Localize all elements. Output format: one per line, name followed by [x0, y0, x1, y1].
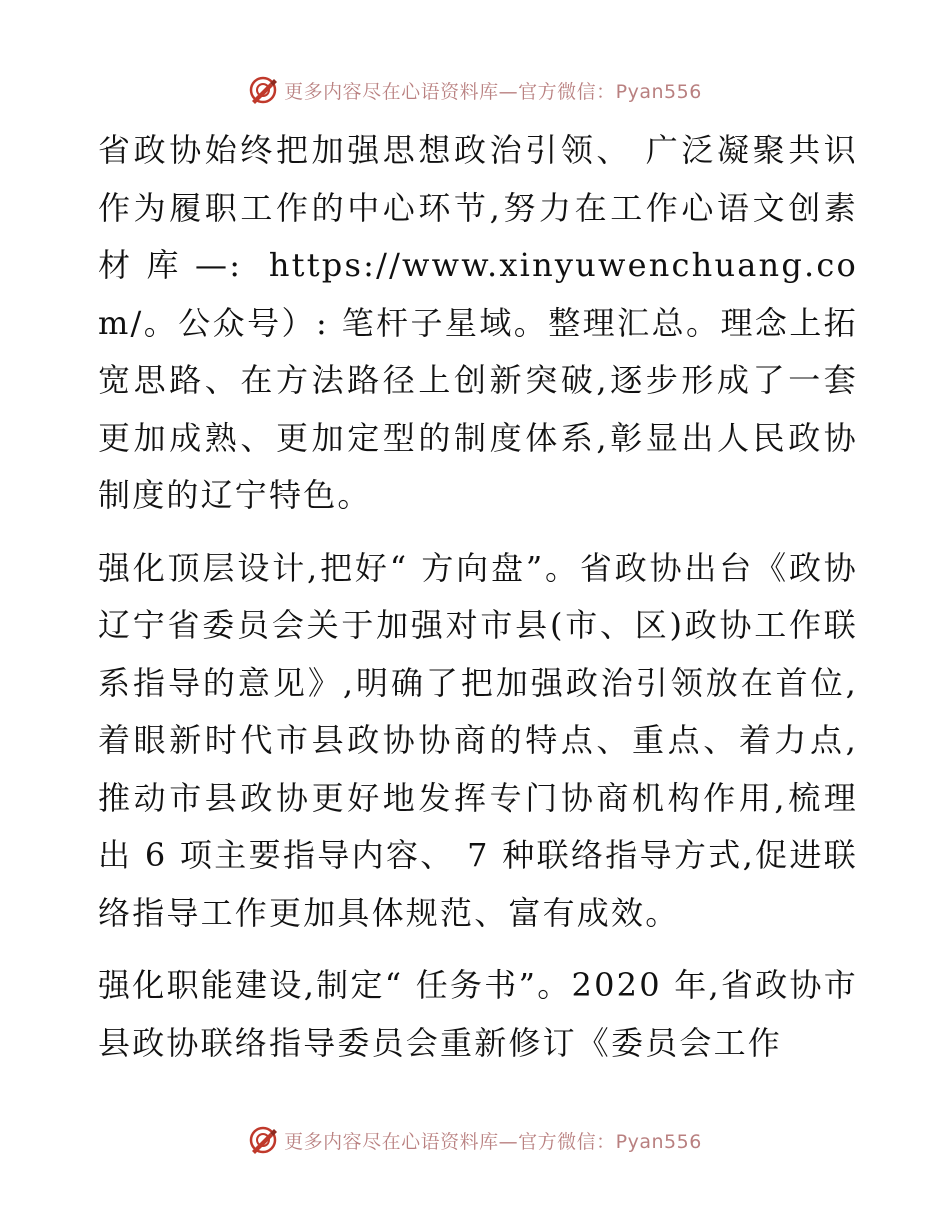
footer-watermark-banner — [0, 1120, 950, 1160]
paragraph-3: 强化职能建设,制定“ 任务书”。2020 年,省政协市县政协联络指导委员会重新修订《委员会工作 — [98, 966, 858, 1062]
header-watermark-banner — [0, 70, 950, 110]
pen-logo-icon — [248, 75, 278, 105]
paragraph-2: 强化顶层设计,把好“ 方向盘”。省政协出台《政协辽宁省委员会关于加强对市县(市、区)政协工作联系指导的意见》,明确了把加强政治引领放在首位,着眼新时代市县政协协商的特点、重点、着力点,推动市县政协更好地发挥专门协商机构作用,梳理出 6 项主要指导内容、 7 种联络指导方式,促进联络指导工作更加具体规范、富有成效。 — [98, 548, 858, 932]
footer-watermark-text: 更多内容尽在心语资料库—官方微信：Pyan556 — [284, 1130, 702, 1153]
document-body — [98, 122, 858, 1072]
paragraph-1: 省政协始终把加强思想政治引领、 广泛凝聚共识作为履职工作的中心环节,努力在工作心语文创素材库—: https://www.xinyuwenchuang.com/。公众号）: 笔杆子星域。整理汇总。理念上拓宽思路、在方法路径上创新突破,逐步形成了一套更加成熟、更加定型的制度体系,彰显出人民政协制度的辽宁特色。 — [98, 131, 858, 514]
pen-logo-icon — [248, 1125, 278, 1155]
header-watermark-text: 更多内容尽在心语资料库—官方微信：Pyan556 — [284, 80, 702, 103]
